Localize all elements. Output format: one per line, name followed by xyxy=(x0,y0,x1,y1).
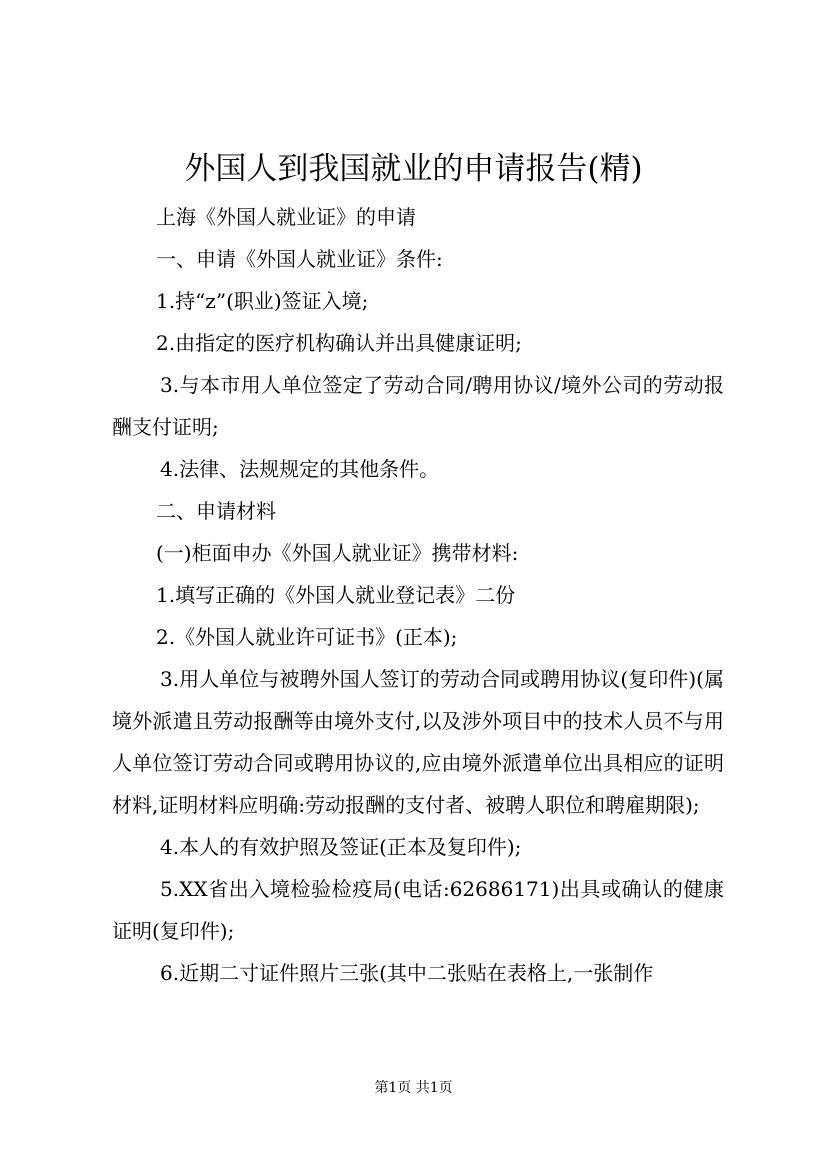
section-heading-materials: 二、申请材料 xyxy=(156,499,276,523)
document-title: 外国人到我国就业的申请报告(精) xyxy=(184,151,643,187)
document-body xyxy=(112,196,724,994)
list-item: 2.由指定的医疗机构确认并出具健康证明; xyxy=(156,331,522,355)
list-item: 1.填写正确的《外国人就业登记表》二份 xyxy=(156,583,516,607)
list-item: 5.XX省出入境检验检疫局(电话:62686171)出具或确认的健康证明(复印件); xyxy=(112,877,724,943)
subsection-heading-counter: (一)柜面申办《外国人就业证》携带材料: xyxy=(156,541,519,565)
section-heading-conditions: 一、申请《外国人就业证》条件: xyxy=(156,247,443,271)
list-item: 1.持“z”(职业)签证入境; xyxy=(156,289,369,313)
paragraph-subject: 上海《外国人就业证》的申请 xyxy=(156,205,416,229)
list-item: 6.近期二寸证件照片三张(其中二张贴在表格上,一张制作 xyxy=(160,961,654,985)
list-item: 4.本人的有效护照及签证(正本及复印件); xyxy=(160,835,522,859)
list-item: 3.与本市用人单位签定了劳动合同/聘用协议/境外公司的劳动报酬支付证明; xyxy=(112,373,724,439)
list-item: 4.法律、法规规定的其他条件。 xyxy=(160,457,440,481)
page-footer: 第1页 共1页 xyxy=(374,1080,453,1096)
list-item: 3.用人单位与被聘外国人签订的劳动合同或聘用协议(复印件)(属境外派遣且劳动报酬等由境外支付,以及涉外项目中的技术人员不与用人单位签订劳动合同或聘用协议的,应由境外派遣单位出具相应的证明材料,证明材料应明确:劳动报酬的支付者、被聘人职位和聘雇期限); xyxy=(112,667,724,817)
list-item: 2.《外国人就业许可证书》(正本); xyxy=(156,625,458,649)
